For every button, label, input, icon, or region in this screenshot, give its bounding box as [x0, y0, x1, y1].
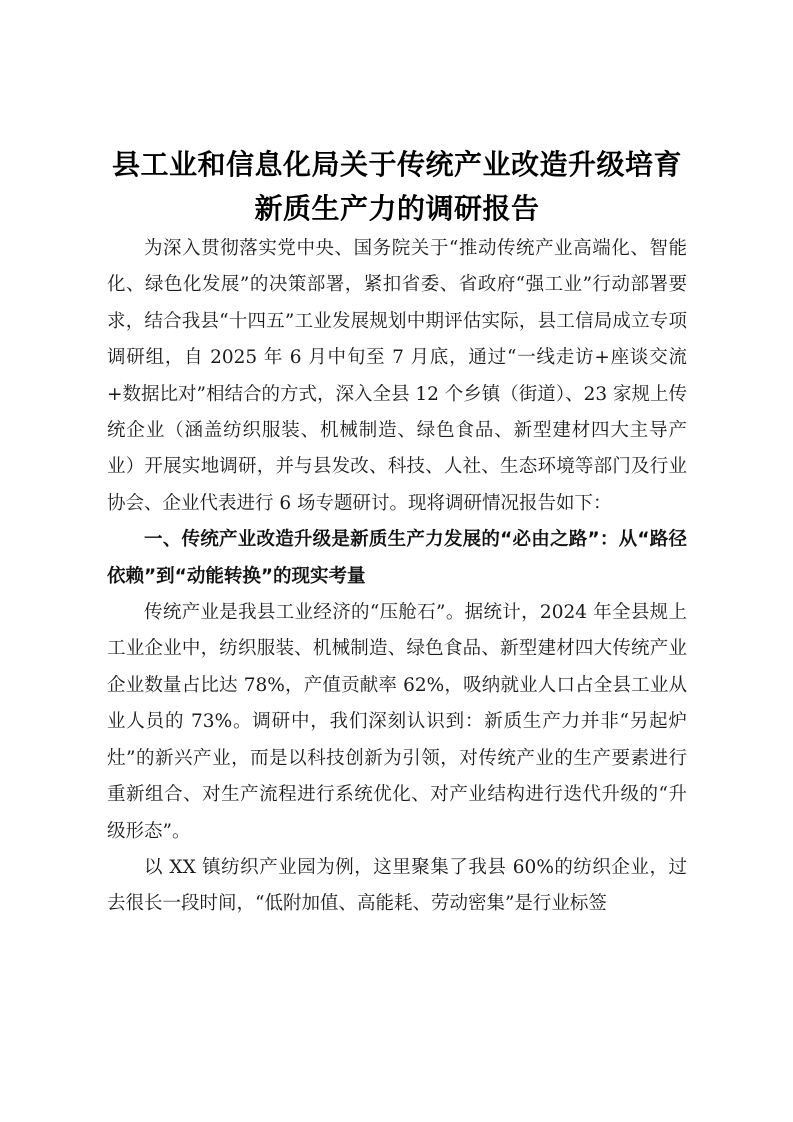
intro-paragraph: 为深入贯彻落实党中央、国务院关于“推动传统产业高端化、智能化、绿色化发展”的决策部署，紧扣省委、省政府“强工业”行动部署要求，结合我县“十四五”工业发展规划中期评估实际，县工信局成立专项调研组，自 2025 年 6 月中旬至 7 月底，通过“一线走访+座谈交流+数据比对”相结合的方式，深入全县 12 个乡镇（街道）、23 家规上传统企业（涵盖纺织服装、机械制造、绿色食品、新型建材四大主导产业）开展实地调研，并与县发改、科技、人社、生态环境等部门及行业协会、企业代表进行 6 场专题研讨。现将调研情况报告如下：	[107, 238, 687, 514]
document-body	[107, 143, 687, 923]
body-paragraph-2: 以 XX 镇纺织产业园为例，这里聚集了我县 60%的纺织企业，过去很长一段时间，“低附加值、高能耗、劳动密集”是行业标签	[107, 856, 687, 915]
title-line-1: 县工业和信息化局关于传统产业改造升级培育	[111, 148, 682, 181]
section-heading-1: 一、传统产业改造升级是新质生产力发展的“必由之路”：从“路径依赖”到“动能转换”的现实考量	[107, 529, 687, 587]
document-title	[107, 143, 687, 231]
title-line-2: 新质生产力的调研报告	[254, 192, 540, 225]
body-paragraph-1: 传统产业是我县工业经济的“压舱石”。据统计，2024 年全县规上工业企业中，纺织服装、机械制造、绿色食品、新型建材四大传统产业企业数量占比达 78%，产值贡献率 62%，吸纳就业人口占全县工业从业人员的 73%。调研中，我们深刻认识到：新质生产力并非“另起炉灶”的新兴产业，而是以科技创新为引领，对传统产业的生产要素进行重新组合、对生产流程进行系统优化、对产业结构进行迭代升级的“升级形态”。	[107, 602, 687, 842]
